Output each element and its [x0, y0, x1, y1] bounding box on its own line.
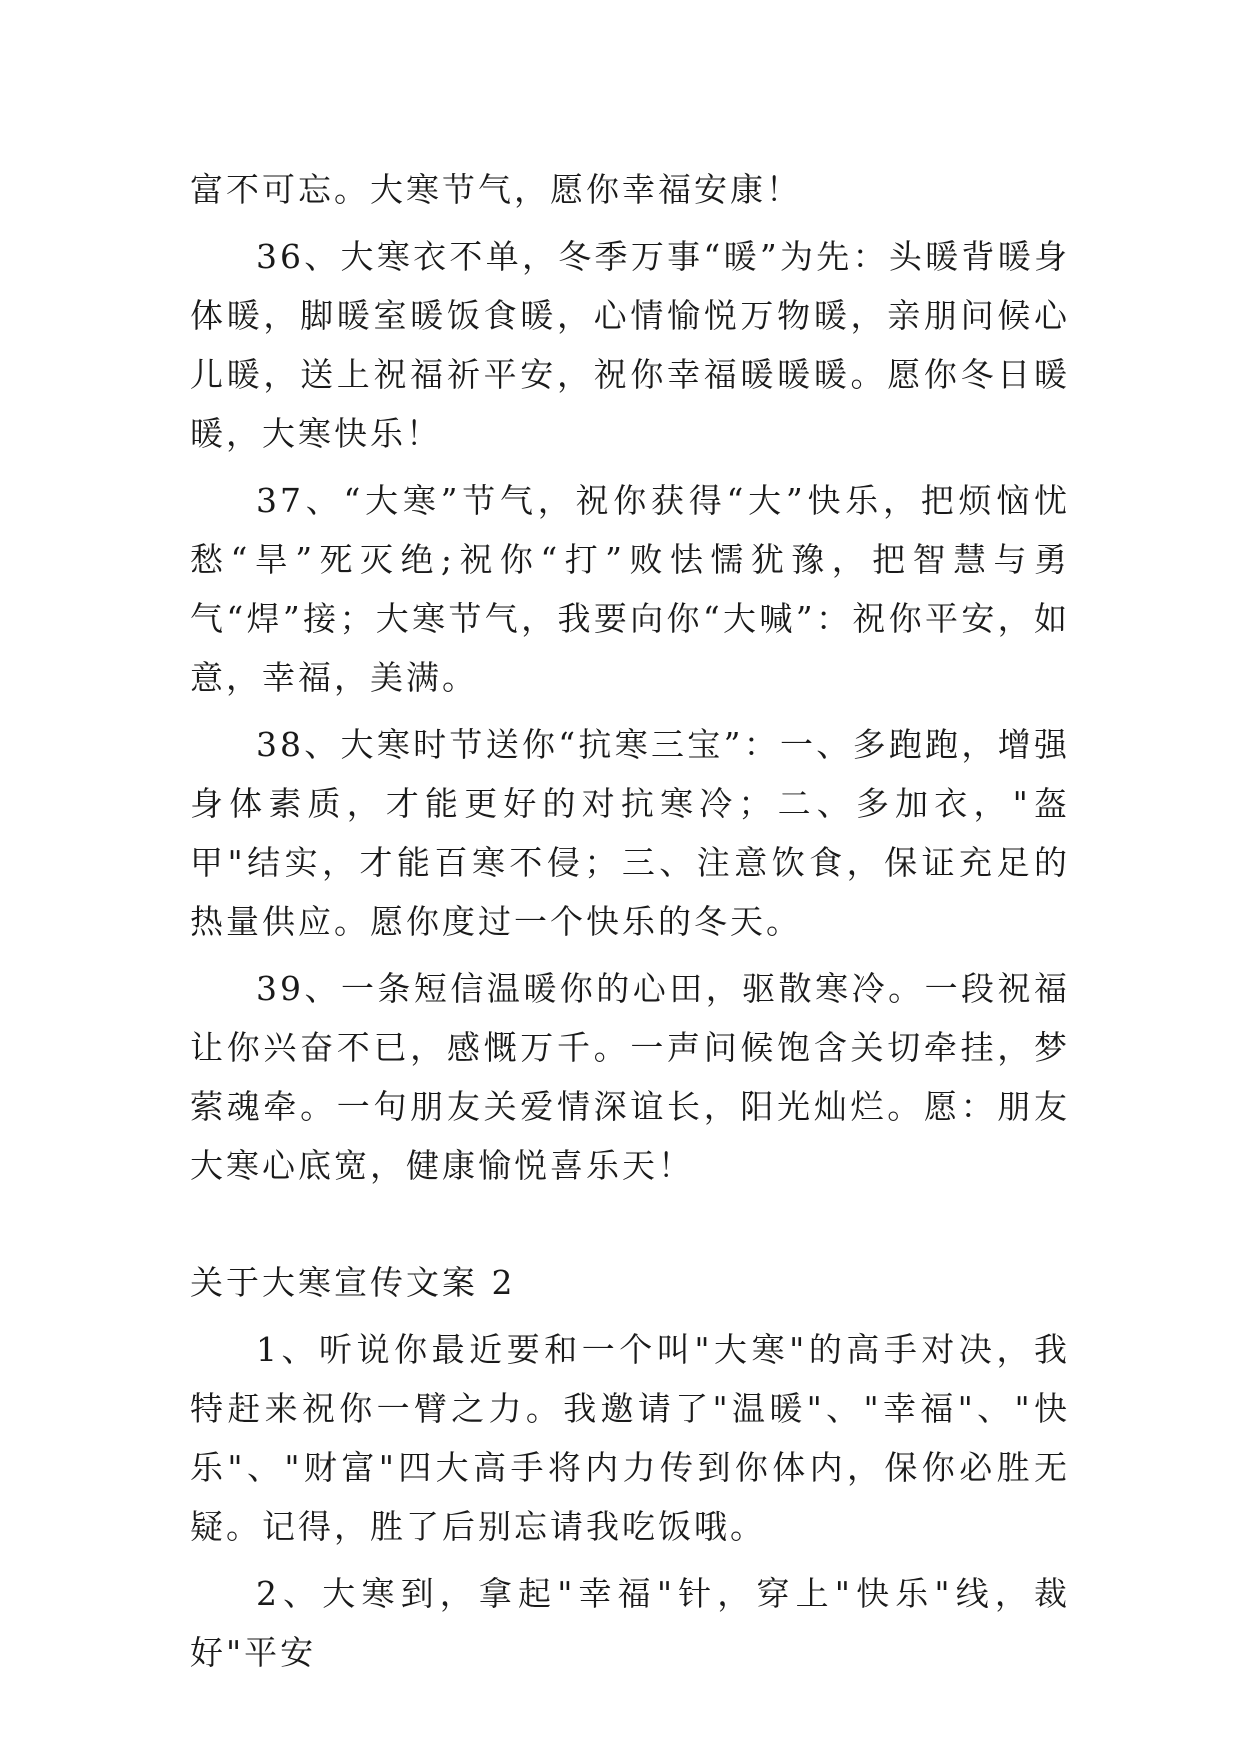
section-title: 关于大寒宣传文案 2 [190, 1263, 516, 1302]
list-item-38: 38、大寒时节送你“抗寒三宝”：一、多跑跑，增强身体素质，才能更好的对抗寒冷；二、多加衣，"盔甲"结实，才能百寒不侵；三、注意饮食，保证充足的热量供应。愿你度过一个快乐的冬天。 [190, 725, 1070, 941]
document-body [190, 160, 1070, 1690]
list-item-37: 37、“大寒”节气，祝你获得“大”快乐，把烦恼忧愁“旱”死灭绝;祝你“打”败怯懦犹豫，把智慧与勇气“焊”接；大寒节气，我要向你“大喊”：祝你平安，如意，幸福，美满。 [190, 481, 1070, 697]
list-item-36: 36、大寒衣不单，冬季万事“暖”为先：头暖背暖身体暖，脚暖室暖饭食暖，心情愉悦万物暖，亲朋问候心儿暖，送上祝福祈平安，祝你幸福暖暖暖。愿你冬日暖暖，大寒快乐！ [190, 237, 1070, 453]
continued-paragraph: 富不可忘。大寒节气，愿你幸福安康！ [190, 170, 802, 209]
list-item-1: 1、听说你最近要和一个叫"大寒"的高手对决，我特赶来祝你一臂之力。我邀请了"温暖"、"幸福"、"快乐"、"财富"四大高手将内力传到你体内，保你必胜无疑。记得，胜了后别忘请我吃饭哦。 [190, 1330, 1070, 1546]
list-item-2: 2、大寒到，拿起"幸福"针，穿上"快乐"线，裁好"平安 [190, 1574, 1070, 1672]
section-spacer [190, 1203, 1070, 1253]
list-item-39: 39、一条短信温暖你的心田，驱散寒冷。一段祝福让你兴奋不已，感慨万千。一声问候饱含关切牵挂，梦萦魂牵。一句朋友关爱情深谊长，阳光灿烂。愿：朋友大寒心底宽，健康愉悦喜乐天！ [190, 969, 1070, 1185]
